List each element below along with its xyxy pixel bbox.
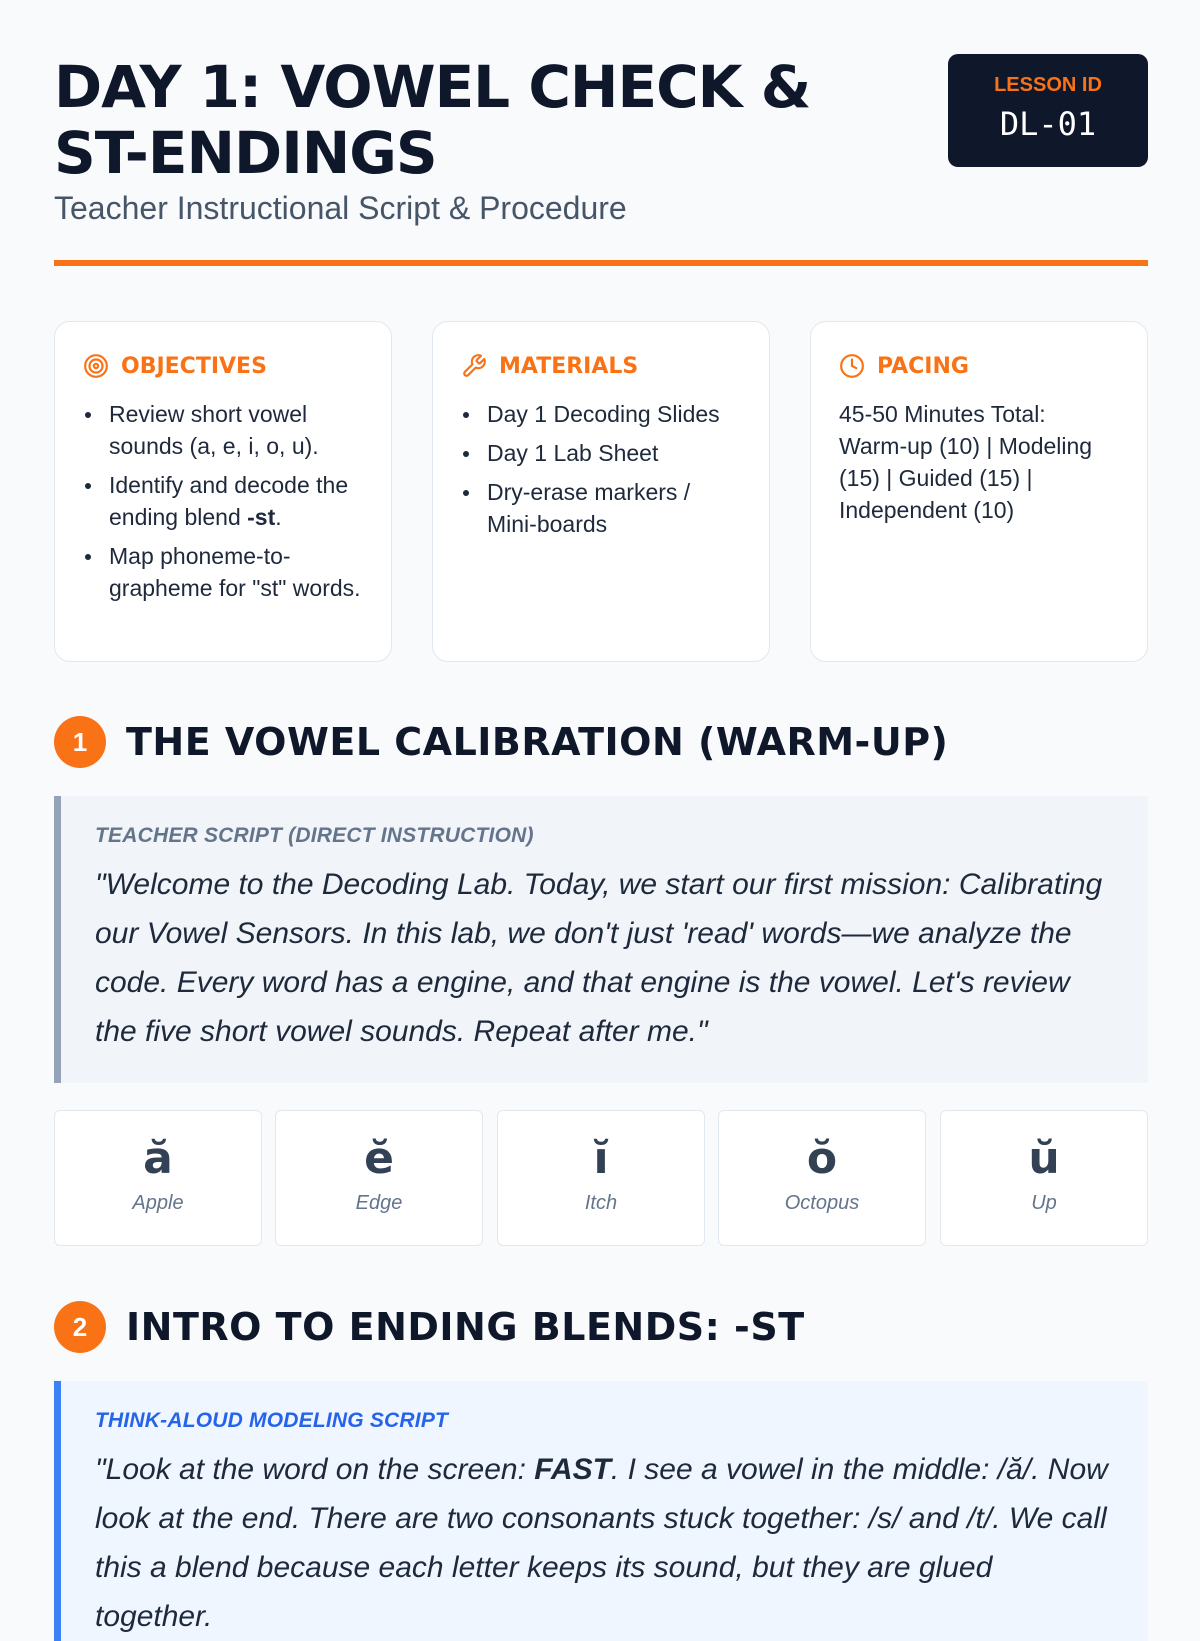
vowel-letter: ŏ bbox=[806, 1133, 838, 1184]
list-item: Dry-erase markers / Mini-boards bbox=[461, 476, 741, 540]
vowel-tile-a bbox=[54, 1110, 262, 1246]
materials-title: MATERIALS bbox=[499, 353, 639, 379]
list-item: Day 1 Lab Sheet bbox=[461, 437, 741, 469]
vowel-tile-e bbox=[275, 1110, 483, 1246]
script-label: THINK-ALOUD MODELING SCRIPT bbox=[95, 1409, 449, 1432]
objectives-card bbox=[54, 321, 392, 662]
vowel-example: Octopus bbox=[784, 1192, 860, 1214]
list-item: Review short vowel sounds (a, e, i, o, u). bbox=[83, 398, 363, 462]
materials-card bbox=[432, 321, 770, 662]
wrench-icon bbox=[461, 353, 487, 379]
target-icon bbox=[83, 353, 109, 379]
section-number-badge: 1 bbox=[54, 716, 106, 768]
header-divider bbox=[54, 260, 1148, 266]
objectives-title: OBJECTIVES bbox=[121, 353, 267, 379]
section-1-heading bbox=[54, 716, 948, 768]
pacing-text: 45-50 Minutes Total: Warm-up (10) | Modeling (15) | Guided (15) | Independent (10) bbox=[839, 401, 1093, 523]
vowel-letter: ĭ bbox=[593, 1133, 609, 1184]
lesson-id-label: LESSON ID bbox=[994, 74, 1102, 96]
list-item: Day 1 Decoding Slides bbox=[461, 398, 741, 430]
vowel-example: Apple bbox=[132, 1192, 184, 1214]
teacher-script-box bbox=[54, 796, 1148, 1083]
vowel-example: Edge bbox=[355, 1192, 403, 1214]
clock-icon bbox=[839, 353, 865, 379]
modeling-script-box bbox=[54, 1381, 1148, 1641]
vowel-tile-i bbox=[497, 1110, 705, 1246]
section-title: INTRO TO ENDING BLENDS: -ST bbox=[126, 1305, 805, 1349]
vowel-tile-u bbox=[940, 1110, 1148, 1246]
vowel-letter: ĕ bbox=[364, 1133, 394, 1184]
section-title: THE VOWEL CALIBRATION (WARM-UP) bbox=[126, 720, 949, 764]
script-text: "Welcome to the Decoding Lab. Today, we start our first mission: Calibrating our Vowel Sensors. In this lab, we don't just 'read' words—we analyze the code. Every word has a engine, and that engine is the vowel. Let's review the five short vowel sounds. Repeat after me." bbox=[95, 868, 1103, 1048]
page-title: DAY 1: VOWEL CHECK & ST-ENDINGS bbox=[54, 53, 811, 187]
list-item: Identify and decode the ending blend -st. bbox=[83, 469, 363, 533]
vowel-tiles bbox=[54, 1110, 1148, 1246]
page-header bbox=[54, 0, 1148, 268]
overview-cards bbox=[54, 321, 1148, 662]
lesson-page bbox=[54, 0, 1148, 1633]
page-subtitle: Teacher Instructional Script & Procedure bbox=[54, 190, 627, 226]
section-2-heading bbox=[54, 1301, 805, 1353]
script-label: TEACHER SCRIPT (DIRECT INSTRUCTION) bbox=[95, 824, 534, 847]
materials-list bbox=[461, 398, 741, 540]
section-number-badge: 2 bbox=[54, 1301, 106, 1353]
pacing-title: PACING bbox=[877, 353, 969, 379]
script-text: "Look at the word on the screen: FAST. I see a vowel in the middle: /ă/. Now look at the end. There are two consonants stuck together: /s/ and /t/. We call this a blend because each letter keeps its sound, but they are glued together. bbox=[95, 1453, 1108, 1633]
vowel-tile-o bbox=[718, 1110, 926, 1246]
vowel-example: Up bbox=[1031, 1192, 1057, 1214]
vowel-letter: ŭ bbox=[1028, 1133, 1060, 1184]
pacing-card bbox=[810, 321, 1148, 662]
lesson-id-value: DL-01 bbox=[999, 105, 1097, 143]
vowel-example: Itch bbox=[584, 1192, 618, 1214]
lesson-id-badge bbox=[948, 54, 1148, 167]
objectives-list bbox=[83, 398, 363, 604]
list-item: Map phoneme-to-grapheme for "st" words. bbox=[83, 540, 363, 604]
vowel-letter: ă bbox=[143, 1133, 173, 1184]
